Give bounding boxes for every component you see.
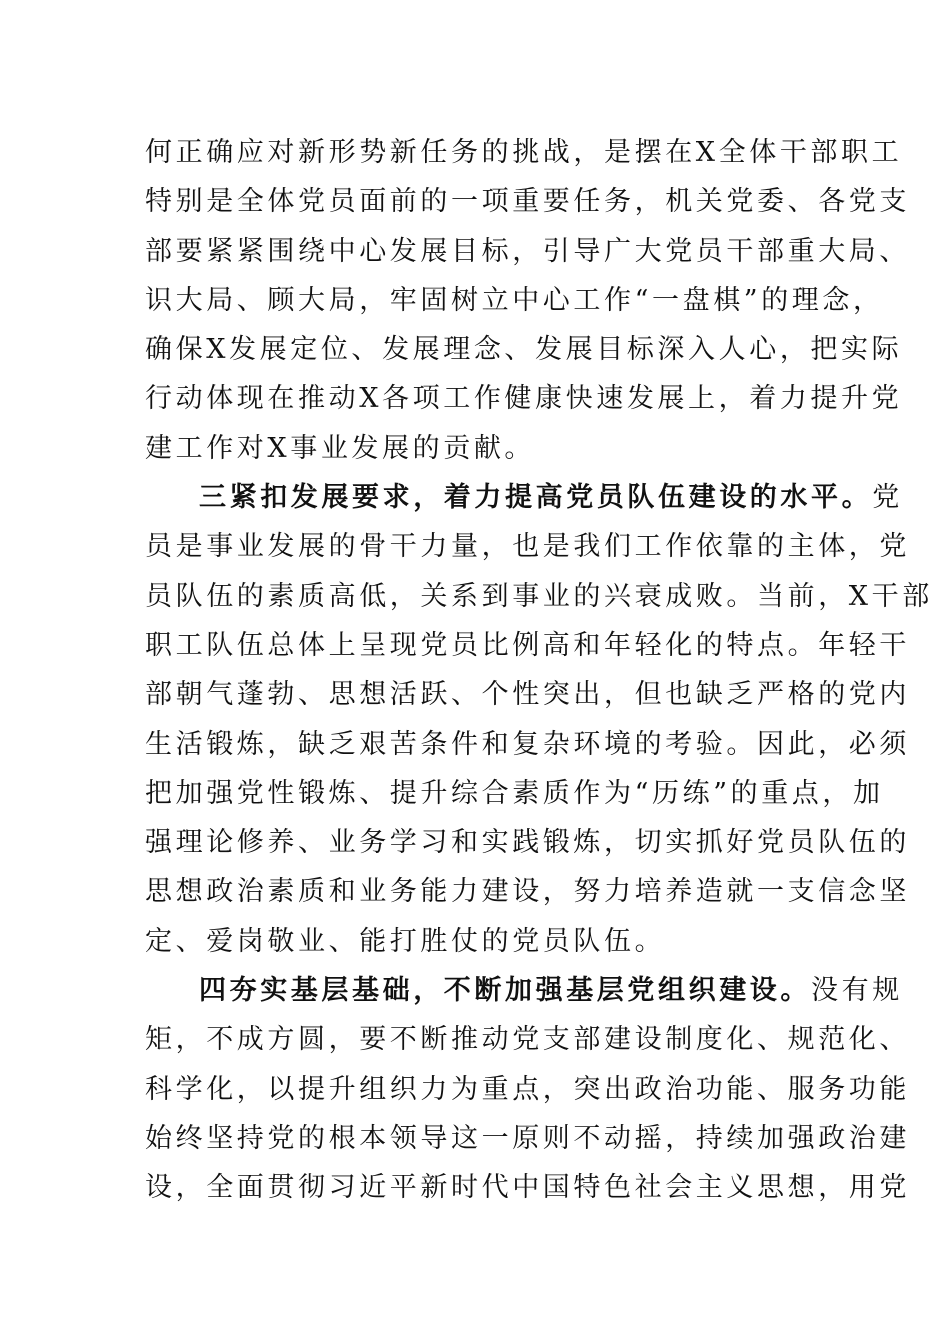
text-line: 行动体现在推动X各项工作健康快速发展上，着力提升党 bbox=[145, 383, 903, 415]
text-line: 何正确应对新形势新任务的挑战，是摆在X全体干部职工 bbox=[145, 137, 903, 168]
text-line: 确保X发展定位、发展理念、发展目标深入人心，把实际 bbox=[145, 334, 903, 366]
text-line: 部朝气蓬勃、思想活跃、个性突出，但也缺乏严格的党内 bbox=[145, 679, 910, 711]
text-line: 设，全面贯彻习近平新时代中国特色社会主义思想，用党 bbox=[145, 1172, 910, 1204]
paragraph-first-line bbox=[145, 966, 903, 1015]
text-line: 思想政治素质和业务能力建设，努力培养造就一支信念坚 bbox=[145, 876, 910, 908]
text-line: 员是事业发展的骨干力量，也是我们工作依靠的主体，党 bbox=[145, 531, 910, 563]
section-heading: 三紧扣发展要求，着力提高党员队伍建设的水平。 bbox=[199, 482, 873, 514]
paragraph-section-3 bbox=[145, 473, 933, 966]
heading-trailing-text: 党 bbox=[872, 482, 903, 514]
text-line: 强理论修养、业务学习和实践锻炼，切实抓好党员队伍的 bbox=[145, 827, 910, 859]
text-line: 定、爱岗敬业、能打胜仗的党员队伍。 bbox=[145, 925, 666, 957]
document-body bbox=[145, 128, 933, 1213]
text-line: 把加强党性锻炼、提升综合素质作为“历练”的重点，加 bbox=[145, 777, 884, 809]
paragraph-continuation bbox=[145, 128, 910, 473]
paragraph-first-line bbox=[145, 473, 903, 522]
text-line: 科学化，以提升组织力为重点，突出政治功能、服务功能 bbox=[145, 1073, 910, 1105]
text-line: 建工作对X事业发展的贡献。 bbox=[145, 432, 536, 464]
text-line: 识大局、顾大局，牢固树立中心工作“一盘棋”的理念， bbox=[145, 284, 884, 316]
heading-trailing-text: 没有规 bbox=[811, 975, 903, 1007]
text-line: 生活锻炼，缺乏艰苦条件和复杂环境的考验。因此，必须 bbox=[145, 728, 910, 760]
text-line: 职工队伍总体上呈现党员比例高和年轻化的特点。年轻干 bbox=[145, 629, 910, 661]
text-line: 矩，不成方圆，要不断推动党支部建设制度化、规范化、 bbox=[145, 1024, 910, 1056]
text-line: 始终坚持党的根本领导这一原则不动摇，持续加强政治建 bbox=[145, 1122, 910, 1154]
text-line: 部要紧紧围绕中心发展目标，引导广大党员干部重大局、 bbox=[145, 235, 910, 267]
text-line: 特别是全体党员面前的一项重要任务，机关党委、各党支 bbox=[145, 186, 910, 218]
paragraph-section-4 bbox=[145, 966, 910, 1212]
section-heading: 四夯实基层基础，不断加强基层党组织建设。 bbox=[199, 975, 811, 1007]
text-line: 员队伍的素质高低，关系到事业的兴衰成败。当前，X干部 bbox=[145, 580, 933, 612]
